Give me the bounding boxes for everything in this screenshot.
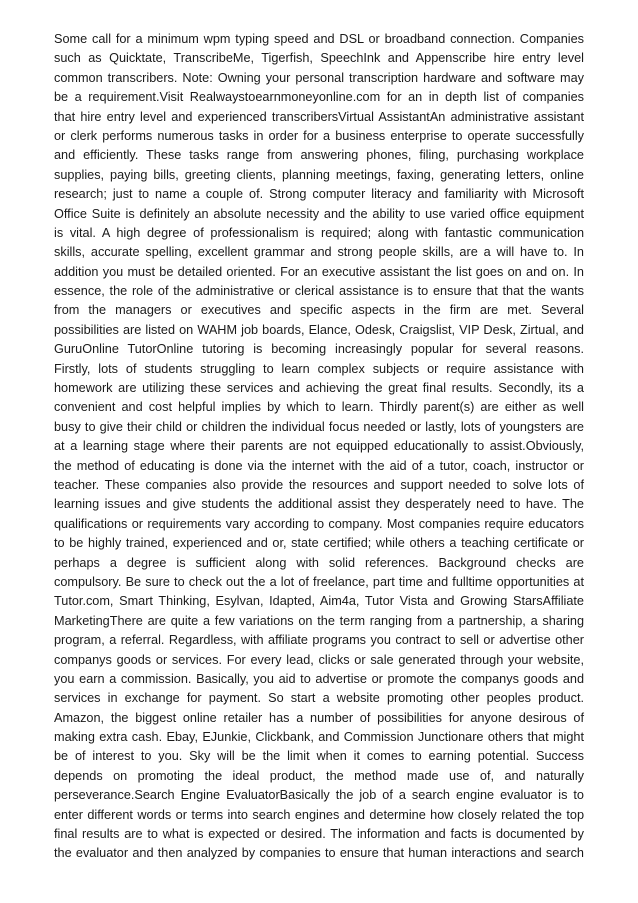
text-line: Tutor.com, Smart Thinking, Esylvan, Idapted, Aim4a, Tutor Vista and Growing StarsAffiliate [54, 594, 584, 609]
text-line: or clerk performs numerous tasks in order for a business enterprise to operate successfully [54, 128, 584, 143]
text-line: MarketingThere are quite a few variations on the term ranging from a partnership, a sharing [54, 613, 584, 628]
text-line: GuruOnline TutorOnline tutoring is becoming increasingly popular for several reasons. [54, 342, 584, 357]
text-line: at a learning stage where their parents are not equipped educationally to assist.Obviously, [54, 439, 584, 454]
text-line: you earn a commission. Basically, you aid to advertise or promote the companys goods and [54, 671, 584, 686]
text-line: skills, accurate spelling, excellent grammar and strong people skills, are a will have to. In [54, 245, 584, 260]
text-line: the evaluator and then analyzed by companies to ensure that human interactions and search [54, 846, 584, 861]
text-line: Some call for a minimum wpm typing speed and DSL or broadband connection. Companies [54, 32, 584, 46]
text-line: perhaps a degree is sufficient along with solid references. Background checks are [54, 555, 584, 570]
text-line: busy to give their child or children the individual focus needed or lastly, lots of youngsters are [54, 419, 584, 434]
text-line: making extra cash. Ebay, EJunkie, Clickbank, and Commission Junctionare others that might [54, 730, 584, 745]
text-line: depends on promoting the ideal product, the method made use of, and naturally [54, 768, 584, 783]
text-line: Firstly, lots of students struggling to learn complex subjects or require assistance with [54, 361, 584, 376]
text-line: that hire entry level and experienced transcribersVirtual AssistantAn administrative assistant [54, 109, 584, 124]
text-line: be of interest to you. Sky will be the limit when it comes to earning potential. Success [54, 749, 584, 764]
text-line: possibilities are listed on WAHM job boards, Elance, Odesk, Craigslist, VIP Desk, Zirtual, and [54, 322, 584, 337]
text-line: final results are to what is expected or desired. The information and facts is documented by [54, 827, 584, 842]
text-line: learning issues and give students the additional assist they desperately need to have. The [54, 497, 584, 512]
text-line: program, a referral. Regardless, with affiliate programs you contract to sell or advertise other [54, 633, 584, 648]
text-line: services in exchange for payment. So start a website promoting other peoples product. [54, 691, 584, 706]
text-line: research; just to name a couple of. Strong computer literacy and familiarity with Microsoft [54, 187, 584, 202]
text-line: companys goods or services. For every lead, clicks or sale generated through your website, [54, 652, 584, 667]
text-line: homework are utilizing these services and achieving the great final results. Secondly, its a [54, 381, 584, 396]
text-line: common transcribers. Note: Owning your personal transcription hardware and software may [54, 70, 584, 85]
text-line: from the managers or executives and specific aspects in the firm are met. Several [54, 303, 584, 318]
text-line: to be highly trained, experienced and or, state certified; while others a teaching certificate or [54, 536, 584, 551]
text-line: Amazon, the biggest online retailer has a number of possibilities for anyone desirous of [54, 710, 584, 725]
document-page [54, 30, 584, 864]
text-line: the method of educating is done via the internet with the aid of a tutor, coach, instructor or [54, 458, 584, 473]
text-line: compulsory. Be sure to check out the a lot of freelance, part time and fulltime opportunities at [54, 574, 584, 589]
text-line: be a requirement.Visit Realwaystoearnmoneyonline.com for an in depth list of companies [54, 90, 584, 105]
text-line: is vital. A high degree of professionalism is required; along with fantastic communication [54, 225, 584, 240]
text-line: and efficiently. These tasks range from answering phones, filing, purchasing workplace [54, 148, 584, 163]
text-line: qualifications or requirements vary according to company. Most companies require educators [54, 516, 584, 531]
text-line: convenient and cost helpful implies by which to learn. Thirdly parent(s) are either as well [54, 400, 584, 415]
text-line: supplies, paying bills, greeting clients, planning meetings, faxing, generating letters, online [54, 167, 584, 182]
text-line: addition you must be detailed oriented. For an executive assistant the list goes on and on. In [54, 264, 584, 279]
text-line: perseverance.Search Engine EvaluatorBasically the job of a search engine evaluator is to [54, 788, 584, 803]
text-line: essence, the role of the administrative or clerical assistance is to ensure that that the wants [54, 284, 584, 299]
text-line: teacher. These companies also provide the resources and support needed to solve lots of [54, 477, 584, 492]
text-line: enter different words or terms into search engines and determine how closely related the top [54, 807, 584, 822]
text-line: such as Quicktate, TranscribeMe, Tigerfish, SpeechInk and Appenscribe hire entry level [54, 51, 584, 66]
text-line: Office Suite is definitely an absolute necessity and the ability to use varied office equipment [54, 206, 584, 221]
